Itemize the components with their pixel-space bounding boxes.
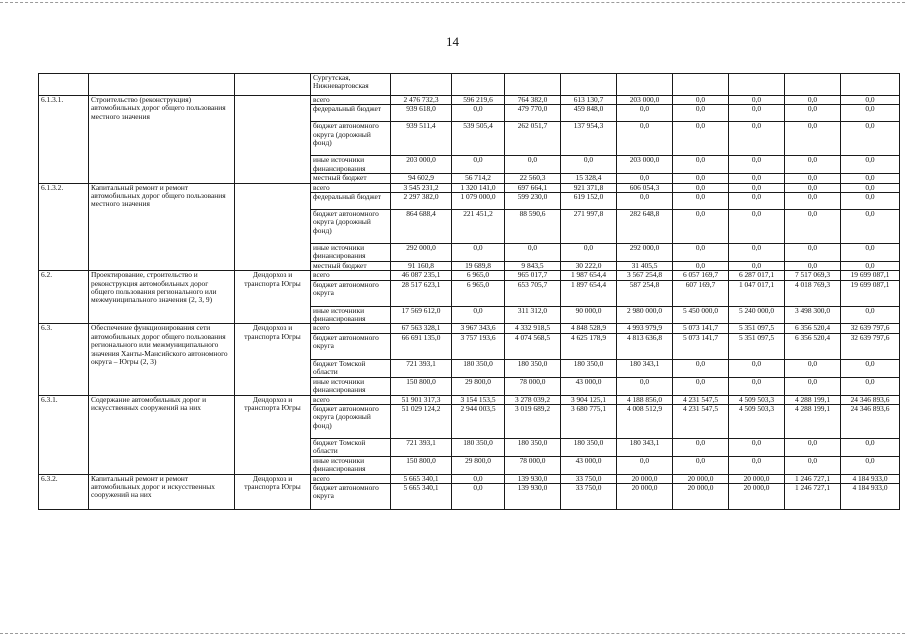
row-value-cell: 51 029 124,2: [391, 404, 452, 438]
row-value-cell: 31 405,5: [617, 261, 673, 270]
row-value-cell: 965 017,7: [505, 271, 561, 280]
row-value-cell: 20 000,0: [729, 474, 785, 483]
row-executor: Дендорхоз и транспорта Югры: [235, 395, 311, 474]
row-value-cell: 1 047 017,1: [729, 280, 785, 306]
table-row: [39, 74, 900, 96]
row-value-cell: 0,0: [452, 105, 505, 122]
row-value-cell: 4 509 503,3: [729, 395, 785, 404]
row-value-cell: 3 567 254,8: [617, 271, 673, 280]
row-value-cell: 1 079 000,0: [452, 193, 505, 210]
row-code: 6.3.1.: [39, 395, 89, 474]
row-value-cell: 20 000,0: [673, 483, 729, 509]
row-value-cell: 180 343,1: [617, 359, 673, 377]
row-funding-source: иные источники финансирования: [311, 456, 391, 474]
row-value-cell: 0,0: [673, 210, 729, 244]
row-value-cell: 0,0: [729, 261, 785, 270]
row-value-cell: 0,0: [841, 105, 900, 122]
page-number: 14: [446, 34, 459, 49]
row-value-cell: 56 714,2: [452, 174, 505, 183]
row-funding-source: иные источники финансирования: [311, 156, 391, 174]
row-value-cell: 0,0: [729, 377, 785, 395]
row-value-cell: 6 057 169,7: [673, 271, 729, 280]
row-value-cell: 282 648,8: [617, 210, 673, 244]
row-code: 6.1.3.1.: [39, 96, 89, 184]
row-value-cell: 30 222,0: [561, 261, 617, 270]
row-value-cell: 4 184 933,0: [841, 483, 900, 509]
row-value-cell: 43 000,0: [561, 377, 617, 395]
row-value-cell: 28 517 623,1: [391, 280, 452, 306]
row-value-cell: 0,0: [452, 474, 505, 483]
row-value-cell: 0,0: [452, 483, 505, 509]
row-value-cell: 139 930,0: [505, 483, 561, 509]
row-value-cell: 599 230,0: [505, 193, 561, 210]
row-value-cell: 6 356 520,4: [785, 324, 841, 333]
row-value-cell: 5 665 340,1: [391, 474, 452, 483]
row-name: Капитальный ремонт и ремонт автомобильных дорог и искусственных сооружений на них: [89, 474, 235, 509]
row-value-cell: 203 000,0: [617, 156, 673, 174]
row-value-cell: [452, 74, 505, 96]
row-value-cell: 0,0: [673, 359, 729, 377]
row-value-cell: 311 312,0: [505, 306, 561, 324]
row-value-cell: 613 130,7: [561, 96, 617, 105]
row-value-cell: 0,0: [785, 193, 841, 210]
row-value-cell: 271 997,8: [561, 210, 617, 244]
row-value-cell: [505, 74, 561, 96]
scan-edge-top: [0, 2, 905, 4]
row-value-cell: 0,0: [729, 174, 785, 183]
row-value-cell: 6 965,0: [452, 280, 505, 306]
row-value-cell: 137 954,3: [561, 122, 617, 156]
row-value-cell: 0,0: [673, 193, 729, 210]
row-funding-source: бюджет Томской области: [311, 438, 391, 456]
row-value-cell: 0,0: [729, 438, 785, 456]
row-value-cell: 20 000,0: [617, 474, 673, 483]
row-value-cell: 0,0: [841, 261, 900, 270]
row-value-cell: 1 320 141,0: [452, 183, 505, 192]
row-funding-source: иные источники финансирования: [311, 244, 391, 262]
row-value-cell: 0,0: [729, 359, 785, 377]
row-executor: Дендорхоз и транспорта Югры: [235, 271, 311, 324]
row-value-cell: 4 993 979,9: [617, 324, 673, 333]
row-value-cell: 150 800,0: [391, 377, 452, 395]
row-value-cell: 78 000,0: [505, 377, 561, 395]
row-value-cell: 0,0: [673, 261, 729, 270]
row-value-cell: 94 602,9: [391, 174, 452, 183]
row-name: Обеспечение функционирования сети автомобильных дорог общего пользования регионального или межмуниципального значения Ханты-Мансийского автономного округа – Югры (2, 3): [89, 324, 235, 395]
row-value-cell: 5 073 141,7: [673, 333, 729, 359]
row-value-cell: 2 476 732,3: [391, 96, 452, 105]
row-value-cell: 0,0: [505, 156, 561, 174]
row-value-cell: 0,0: [785, 438, 841, 456]
row-value-cell: 3 680 775,1: [561, 404, 617, 438]
row-value-cell: 721 393,1: [391, 438, 452, 456]
row-code: 6.1.3.2.: [39, 183, 89, 271]
row-value-cell: [561, 74, 617, 96]
row-value-cell: 4 625 178,9: [561, 333, 617, 359]
row-value-cell: 1 987 654,4: [561, 271, 617, 280]
row-value-cell: 292 000,0: [617, 244, 673, 262]
row-name: Строительство (реконструкция) автомобильных дорог общего пользования местного значения: [89, 96, 235, 184]
row-value-cell: 0,0: [841, 377, 900, 395]
row-funding-source: Сургутская, Нижневартовская: [311, 74, 391, 96]
row-value-cell: 0,0: [729, 456, 785, 474]
row-value-cell: 180 350,0: [452, 359, 505, 377]
row-value-cell: 4 008 512,9: [617, 404, 673, 438]
row-value-cell: 180 343,1: [617, 438, 673, 456]
row-value-cell: 596 219,6: [452, 96, 505, 105]
row-value-cell: 9 843,5: [505, 261, 561, 270]
row-value-cell: 939 511,4: [391, 122, 452, 156]
row-value-cell: 0,0: [617, 122, 673, 156]
row-value-cell: 0,0: [785, 359, 841, 377]
row-value-cell: 67 563 328,1: [391, 324, 452, 333]
row-value-cell: 0,0: [729, 210, 785, 244]
row-value-cell: 139 930,0: [505, 474, 561, 483]
row-value-cell: 4 813 636,8: [617, 333, 673, 359]
row-executor: [235, 183, 311, 271]
row-value-cell: 0,0: [452, 156, 505, 174]
row-name: Проектирование, строительство и реконструкция автомобильных дорог общего пользования регионального или межмуниципального значения (2, 3, 9): [89, 271, 235, 324]
row-value-cell: 33 750,0: [561, 483, 617, 509]
row-funding-source: федеральный бюджет: [311, 193, 391, 210]
row-value-cell: 3 967 343,6: [452, 324, 505, 333]
row-value-cell: 4 332 918,5: [505, 324, 561, 333]
row-value-cell: 29 800,0: [452, 456, 505, 474]
row-value-cell: 0,0: [729, 105, 785, 122]
row-code: [39, 74, 89, 96]
row-code: 6.2.: [39, 271, 89, 324]
row-value-cell: 90 000,0: [561, 306, 617, 324]
row-value-cell: 2 980 000,0: [617, 306, 673, 324]
row-value-cell: 0,0: [841, 456, 900, 474]
row-value-cell: 539 505,4: [452, 122, 505, 156]
row-value-cell: 3 019 689,2: [505, 404, 561, 438]
row-value-cell: 4 231 547,5: [673, 395, 729, 404]
table-row: [39, 183, 900, 192]
row-value-cell: 0,0: [617, 174, 673, 183]
row-value-cell: 66 691 135,0: [391, 333, 452, 359]
row-value-cell: 0,0: [841, 156, 900, 174]
row-value-cell: 0,0: [785, 456, 841, 474]
row-value-cell: 1 897 654,4: [561, 280, 617, 306]
row-funding-source: всего: [311, 395, 391, 404]
row-value-cell: 6 965,0: [452, 271, 505, 280]
row-value-cell: 20 000,0: [729, 483, 785, 509]
row-value-cell: 0,0: [785, 210, 841, 244]
row-value-cell: 19 699 087,1: [841, 280, 900, 306]
row-value-cell: 29 800,0: [452, 377, 505, 395]
row-value-cell: 587 254,8: [617, 280, 673, 306]
row-name: Капитальный ремонт и ремонт автомобильных дорог общего пользования местного значения: [89, 183, 235, 271]
row-value-cell: 4 018 769,3: [785, 280, 841, 306]
row-value-cell: 0,0: [673, 377, 729, 395]
row-value-cell: 180 350,0: [561, 438, 617, 456]
row-value-cell: 4 188 856,0: [617, 395, 673, 404]
row-value-cell: 180 350,0: [452, 438, 505, 456]
row-value-cell: 0,0: [561, 156, 617, 174]
table-row: [39, 324, 900, 333]
row-funding-source: бюджет Томской области: [311, 359, 391, 377]
row-code: 6.3.: [39, 324, 89, 395]
row-executor: [235, 96, 311, 184]
row-value-cell: 4 184 933,0: [841, 474, 900, 483]
row-value-cell: 51 901 317,3: [391, 395, 452, 404]
row-value-cell: 2 297 382,0: [391, 193, 452, 210]
row-value-cell: 180 350,0: [505, 359, 561, 377]
row-value-cell: 5 351 097,5: [729, 333, 785, 359]
row-value-cell: 24 346 893,6: [841, 404, 900, 438]
row-value-cell: 0,0: [841, 193, 900, 210]
row-value-cell: 0,0: [841, 96, 900, 105]
row-value-cell: 22 560,3: [505, 174, 561, 183]
row-value-cell: 4 074 568,5: [505, 333, 561, 359]
row-value-cell: 0,0: [673, 156, 729, 174]
row-value-cell: 0,0: [729, 156, 785, 174]
row-value-cell: 0,0: [841, 210, 900, 244]
row-value-cell: 479 770,0: [505, 105, 561, 122]
row-executor: Дендорхоз и транспорта Югры: [235, 474, 311, 509]
row-value-cell: 0,0: [785, 377, 841, 395]
row-funding-source: местный бюджет: [311, 174, 391, 183]
row-value-cell: 0,0: [673, 105, 729, 122]
row-value-cell: 20 000,0: [673, 474, 729, 483]
row-value-cell: 6 287 017,1: [729, 271, 785, 280]
row-value-cell: 619 152,0: [561, 193, 617, 210]
row-funding-source: бюджет автономного округа: [311, 280, 391, 306]
row-funding-source: всего: [311, 183, 391, 192]
row-value-cell: 0,0: [841, 306, 900, 324]
row-value-cell: 91 160,8: [391, 261, 452, 270]
row-executor: [235, 74, 311, 96]
row-value-cell: 653 705,7: [505, 280, 561, 306]
row-value-cell: 262 051,7: [505, 122, 561, 156]
row-value-cell: 43 000,0: [561, 456, 617, 474]
row-value-cell: 0,0: [452, 244, 505, 262]
row-value-cell: 292 000,0: [391, 244, 452, 262]
row-value-cell: 606 054,3: [617, 183, 673, 192]
row-funding-source: федеральный бюджет: [311, 105, 391, 122]
row-value-cell: 0,0: [841, 438, 900, 456]
row-value-cell: 221 451,2: [452, 210, 505, 244]
row-value-cell: 0,0: [785, 174, 841, 183]
row-value-cell: 0,0: [785, 244, 841, 262]
row-value-cell: 19 699 087,1: [841, 271, 900, 280]
row-value-cell: [673, 74, 729, 96]
table-row: [39, 474, 900, 483]
row-value-cell: 607 169,7: [673, 280, 729, 306]
row-value-cell: 1 246 727,1: [785, 474, 841, 483]
row-value-cell: 0,0: [841, 174, 900, 183]
row-value-cell: 180 350,0: [505, 438, 561, 456]
row-funding-source: всего: [311, 474, 391, 483]
row-value-cell: 864 688,4: [391, 210, 452, 244]
row-value-cell: 764 382,0: [505, 96, 561, 105]
row-funding-source: всего: [311, 324, 391, 333]
row-value-cell: 0,0: [673, 183, 729, 192]
row-value-cell: 0,0: [673, 438, 729, 456]
table-row: [39, 96, 900, 105]
row-value-cell: 2 944 003,5: [452, 404, 505, 438]
row-value-cell: 0,0: [785, 261, 841, 270]
row-value-cell: 5 073 141,7: [673, 324, 729, 333]
row-value-cell: 697 664,1: [505, 183, 561, 192]
row-value-cell: 4 231 547,5: [673, 404, 729, 438]
row-funding-source: местный бюджет: [311, 261, 391, 270]
row-value-cell: 7 517 069,3: [785, 271, 841, 280]
row-value-cell: [729, 74, 785, 96]
row-value-cell: 150 800,0: [391, 456, 452, 474]
row-executor: Дендорхоз и транспорта Югры: [235, 324, 311, 395]
row-value-cell: 15 328,4: [561, 174, 617, 183]
row-name: Содержание автомобильных дорог и искусственных сооружений на них: [89, 395, 235, 474]
row-value-cell: 0,0: [673, 244, 729, 262]
row-value-cell: 0,0: [673, 96, 729, 105]
row-value-cell: 0,0: [617, 377, 673, 395]
row-value-cell: 24 346 893,6: [841, 395, 900, 404]
row-value-cell: 0,0: [561, 244, 617, 262]
row-value-cell: 921 371,8: [561, 183, 617, 192]
row-value-cell: 20 000,0: [617, 483, 673, 509]
row-value-cell: 0,0: [841, 244, 900, 262]
scan-edge-bottom: [0, 633, 905, 635]
row-value-cell: 32 639 797,6: [841, 333, 900, 359]
row-value-cell: 721 393,1: [391, 359, 452, 377]
row-value-cell: 4 848 528,9: [561, 324, 617, 333]
row-funding-source: всего: [311, 96, 391, 105]
row-value-cell: 0,0: [729, 96, 785, 105]
row-value-cell: 0,0: [841, 183, 900, 192]
row-value-cell: 3 904 125,1: [561, 395, 617, 404]
row-value-cell: 0,0: [729, 122, 785, 156]
row-value-cell: 17 569 612,0: [391, 306, 452, 324]
row-value-cell: 0,0: [673, 456, 729, 474]
row-value-cell: 88 590,6: [505, 210, 561, 244]
row-funding-source: всего: [311, 271, 391, 280]
row-value-cell: 939 618,0: [391, 105, 452, 122]
row-value-cell: 19 689,8: [452, 261, 505, 270]
row-value-cell: 0,0: [785, 156, 841, 174]
row-value-cell: 5 665 340,1: [391, 483, 452, 509]
row-value-cell: 0,0: [785, 183, 841, 192]
row-name: [89, 74, 235, 96]
row-value-cell: 32 639 797,6: [841, 324, 900, 333]
row-value-cell: 0,0: [729, 244, 785, 262]
row-value-cell: 180 350,0: [561, 359, 617, 377]
row-funding-source: бюджет автономного округа (дорожный фонд): [311, 122, 391, 156]
row-value-cell: 0,0: [617, 193, 673, 210]
row-value-cell: 3 545 231,2: [391, 183, 452, 192]
row-value-cell: 4 288 199,1: [785, 404, 841, 438]
row-funding-source: бюджет автономного округа (дорожный фонд): [311, 404, 391, 438]
budget-table: [38, 73, 900, 510]
row-funding-source: бюджет автономного округа: [311, 333, 391, 359]
row-funding-source: иные источники финансирования: [311, 377, 391, 395]
row-funding-source: иные источники финансирования: [311, 306, 391, 324]
row-value-cell: 0,0: [617, 456, 673, 474]
row-value-cell: 0,0: [673, 174, 729, 183]
row-value-cell: 3 498 300,0: [785, 306, 841, 324]
row-value-cell: 0,0: [785, 122, 841, 156]
row-value-cell: 0,0: [505, 244, 561, 262]
row-value-cell: [617, 74, 673, 96]
row-value-cell: 46 087 235,1: [391, 271, 452, 280]
table-row: [39, 395, 900, 404]
row-value-cell: 5 240 000,0: [729, 306, 785, 324]
row-value-cell: 0,0: [841, 359, 900, 377]
row-value-cell: 1 246 727,1: [785, 483, 841, 509]
row-value-cell: 459 848,0: [561, 105, 617, 122]
row-value-cell: 4 509 503,3: [729, 404, 785, 438]
row-value-cell: 0,0: [841, 122, 900, 156]
row-value-cell: 0,0: [617, 105, 673, 122]
row-value-cell: 0,0: [785, 105, 841, 122]
row-value-cell: 3 154 153,5: [452, 395, 505, 404]
row-value-cell: 3 757 193,6: [452, 333, 505, 359]
row-value-cell: 0,0: [729, 183, 785, 192]
row-value-cell: 0,0: [673, 122, 729, 156]
row-funding-source: бюджет автономного округа: [311, 483, 391, 509]
row-value-cell: 3 278 039,2: [505, 395, 561, 404]
row-value-cell: 5 351 097,5: [729, 324, 785, 333]
row-funding-source: бюджет автономного округа (дорожный фонд): [311, 210, 391, 244]
row-value-cell: 33 750,0: [561, 474, 617, 483]
row-value-cell: 203 000,0: [617, 96, 673, 105]
row-value-cell: 0,0: [452, 306, 505, 324]
row-value-cell: 0,0: [785, 96, 841, 105]
row-value-cell: 0,0: [729, 193, 785, 210]
table-row: [39, 271, 900, 280]
row-value-cell: 6 356 520,4: [785, 333, 841, 359]
row-value-cell: 203 000,0: [391, 156, 452, 174]
row-value-cell: 5 450 000,0: [673, 306, 729, 324]
row-value-cell: 78 000,0: [505, 456, 561, 474]
row-value-cell: [391, 74, 452, 96]
row-value-cell: [841, 74, 900, 96]
row-code: 6.3.2.: [39, 474, 89, 509]
row-value-cell: 4 288 199,1: [785, 395, 841, 404]
row-value-cell: [785, 74, 841, 96]
